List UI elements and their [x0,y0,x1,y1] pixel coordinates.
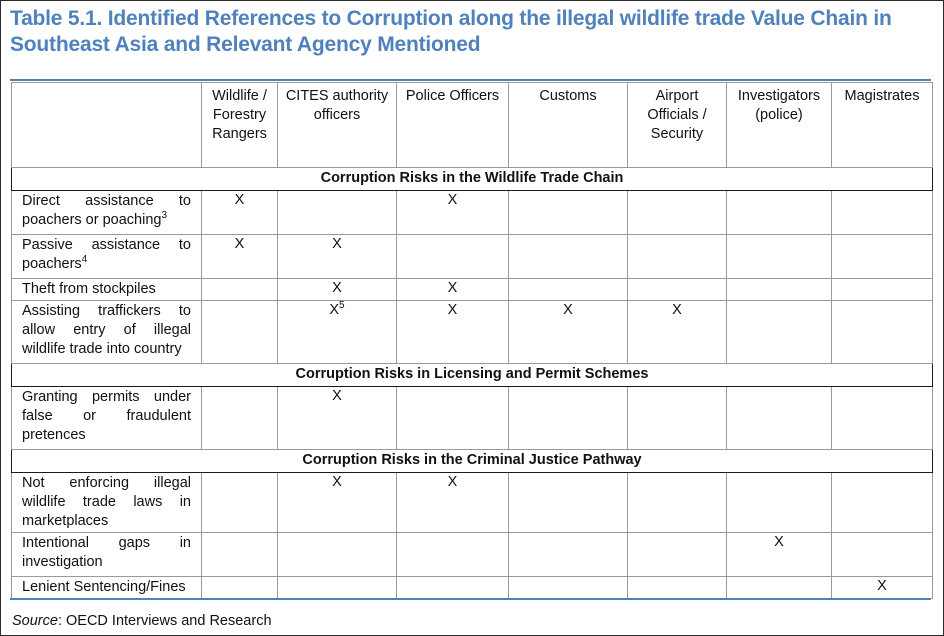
column-header: Investigators (police) [727,83,832,168]
mark-cell [628,301,727,364]
table-row [12,235,933,279]
mark-cell [202,577,278,599]
mark-cell [727,301,832,364]
mark-cell [509,533,628,577]
section-title: Corruption Risks in Licensing and Permit Schemes [12,364,933,387]
row-label-cell [12,279,202,301]
section-title: Corruption Risks in the Wildlife Trade Chain [12,168,933,191]
row-label-cell [12,235,202,279]
row-label: Granting permits under false or fraudulent pretences [22,389,191,443]
mark-cell [202,279,278,301]
mark-cell [278,191,397,235]
section-row [12,168,933,191]
mark-cell [832,191,933,235]
mark-cell [397,577,509,599]
mark-cell [727,235,832,279]
mark-cell [509,473,628,533]
table-row [12,387,933,450]
table-row [12,473,933,533]
mark-cell [509,387,628,450]
mark-cell [509,279,628,301]
table-body [12,168,933,599]
row-label: Assisting traffickers to allow entry of illegal wildlife trade into country [22,303,191,357]
mark-cell [202,191,278,235]
mark-value: X [332,236,342,252]
mark-cell [832,301,933,364]
mark-cell [397,301,509,364]
row-label: Direct assistance to poachers or poaching [22,193,191,228]
table-row [12,191,933,235]
bottom-rule [10,598,931,600]
mark-cell [278,387,397,450]
section-row [12,450,933,473]
section-title: Corruption Risks in the Criminal Justice Pathway [12,450,933,473]
mark-cell [278,533,397,577]
section-row [12,364,933,387]
corruption-table [11,82,933,599]
mark-cell [628,191,727,235]
column-header: Magistrates [832,83,933,168]
mark-cell [727,577,832,599]
column-header: Police Officers [397,83,509,168]
source-label: Source [12,613,58,629]
mark-cell [727,473,832,533]
row-label: Lenient Sentencing/Fines [22,579,186,595]
mark-cell [727,191,832,235]
mark-cell [278,279,397,301]
mark-cell [727,387,832,450]
mark-value: X [563,302,573,318]
mark-cell [628,577,727,599]
column-header: Customs [509,83,628,168]
source-text: : OECD Interviews and Research [57,613,272,629]
header-row [12,83,933,168]
row-label: Intentional gaps in investigation [22,535,191,570]
mark-value: X [234,236,245,252]
mark-cell [628,387,727,450]
mark-cell [628,279,727,301]
mark-cell [397,533,509,577]
mark-cell [727,533,832,577]
row-label-cell [12,387,202,450]
header-corner-cell [12,83,202,168]
mark-cell [832,577,933,599]
mark-cell [278,577,397,599]
mark-cell [628,533,727,577]
mark-cell [628,473,727,533]
mark-value: X [332,474,342,490]
mark-cell [832,235,933,279]
source-note [12,612,272,630]
table-row [12,301,933,364]
mark-cell [509,235,628,279]
row-label: Theft from stockpiles [22,281,156,297]
row-label-cell [12,533,202,577]
column-header: Wildlife / Forestry Rangers [202,83,278,168]
mark-cell [727,279,832,301]
column-header: Airport Officials / Security [628,83,727,168]
footnote-marker: 4 [81,254,88,265]
mark-cell [278,301,397,364]
table-row [12,279,933,301]
mark-cell [832,387,933,450]
mark-cell [509,191,628,235]
top-rule [10,79,931,81]
mark-value: X [877,578,887,594]
footnote-marker: 5 [339,300,345,311]
mark-cell [202,301,278,364]
mark-cell [397,235,509,279]
row-label: Not enforcing illegal wildlife trade laws in marketplaces [22,475,191,529]
mark-value: X [329,302,340,318]
row-label-cell [12,473,202,533]
mark-cell [832,279,933,301]
mark-value: X [332,388,342,404]
mark-value: X [234,192,245,208]
column-header: CITES authority officers [278,83,397,168]
mark-value: X [447,474,458,490]
mark-value: X [447,302,458,318]
mark-value: X [447,280,458,296]
mark-cell [397,191,509,235]
mark-cell [202,473,278,533]
row-label-cell [12,577,202,599]
mark-value: X [447,192,458,208]
footnote-marker: 3 [161,210,168,221]
mark-cell [278,473,397,533]
mark-value: X [332,280,342,296]
mark-cell [202,533,278,577]
row-label: Passive assistance to poachers [22,237,191,272]
table-title: Table 5.1. Identified References to Corruption along the illegal wildlife trade Value Chain in Southeast Asia and Relevant Agency Mentioned [10,7,892,56]
table-row [12,533,933,577]
row-label-cell [12,301,202,364]
mark-cell [832,533,933,577]
mark-cell [628,235,727,279]
mark-cell [509,577,628,599]
mark-cell [397,473,509,533]
mark-cell [832,473,933,533]
mark-value: X [774,534,784,550]
row-label-cell [12,191,202,235]
mark-cell [202,387,278,450]
table-row [12,577,933,599]
mark-cell [397,279,509,301]
mark-cell [509,301,628,364]
mark-cell [202,235,278,279]
mark-cell [397,387,509,450]
mark-cell [278,235,397,279]
mark-value: X [672,302,682,318]
